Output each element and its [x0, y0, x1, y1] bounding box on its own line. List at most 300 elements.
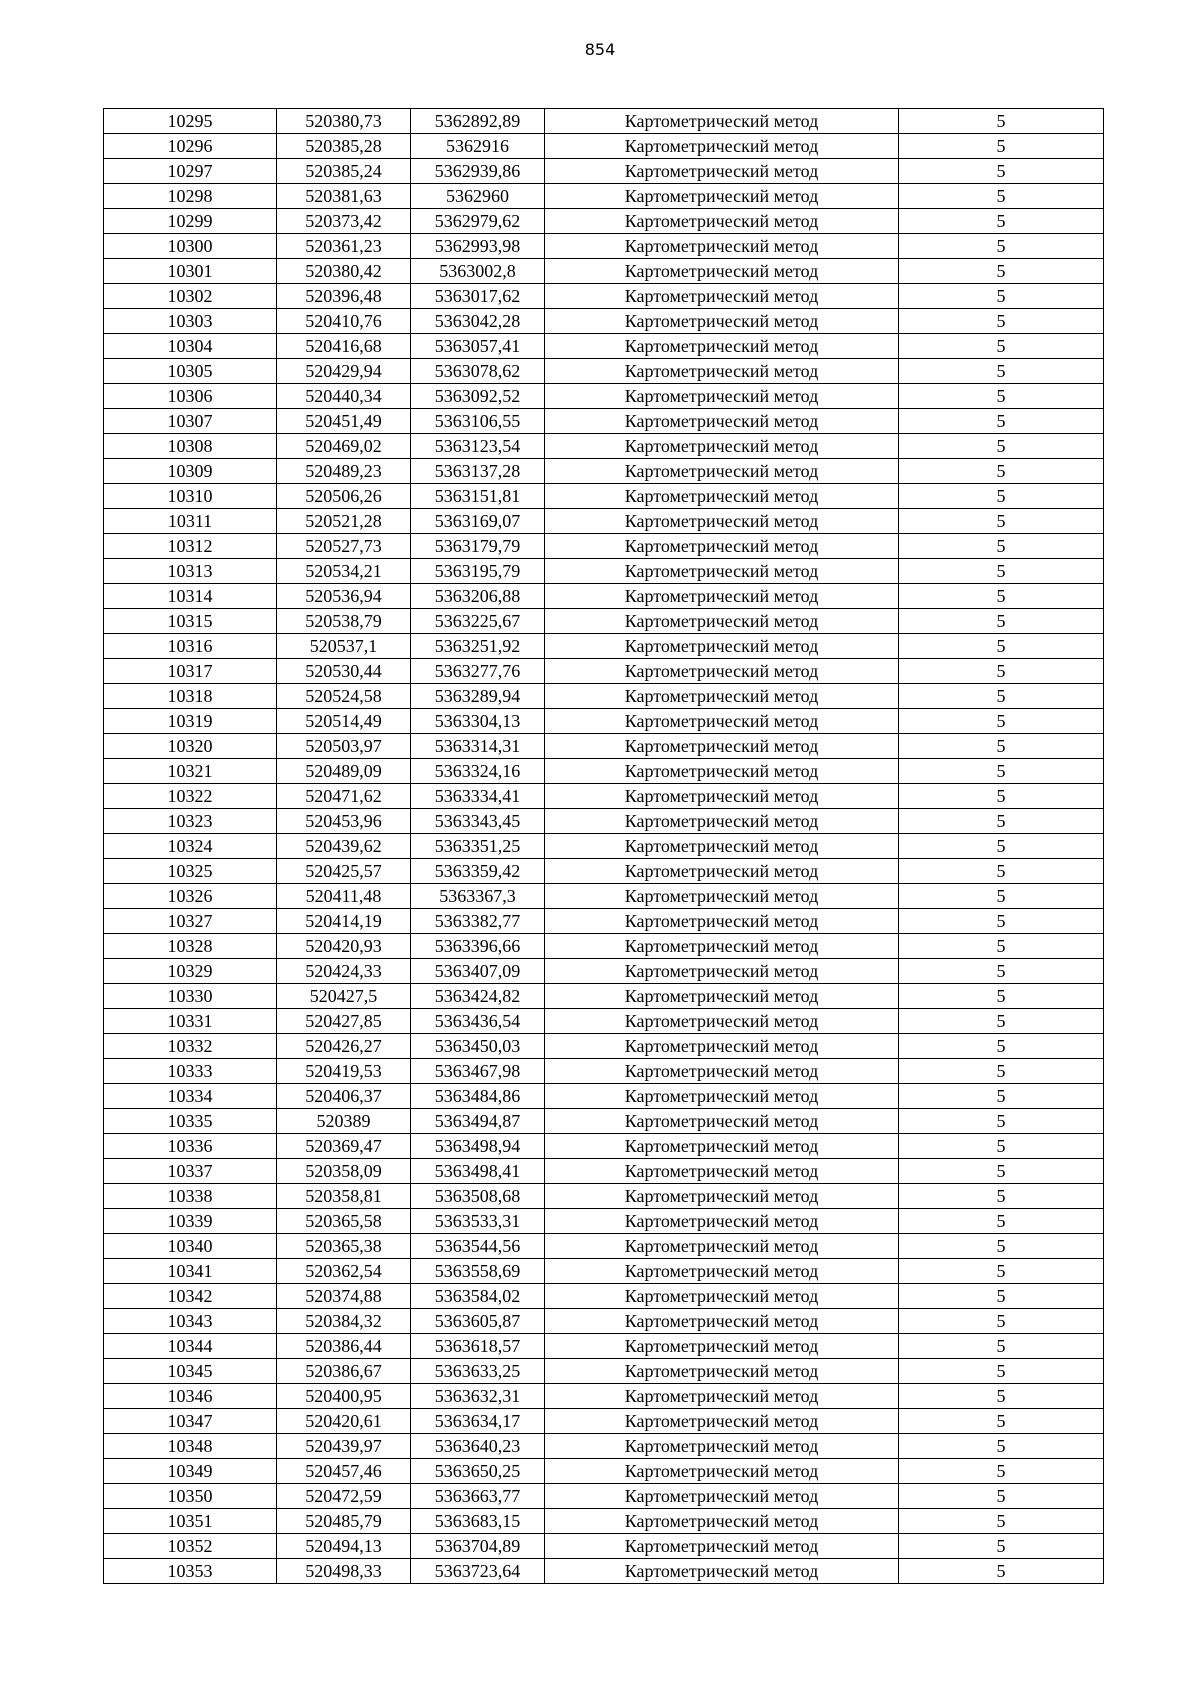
- accuracy-cell: 5: [899, 834, 1104, 859]
- point-number-cell: 10318: [104, 684, 277, 709]
- table-row: [104, 759, 1104, 784]
- accuracy-cell: 5: [899, 959, 1104, 984]
- method-cell: Картометрический метод: [545, 1159, 899, 1184]
- point-number-cell: 10335: [104, 1109, 277, 1134]
- x-coordinate-cell: 520384,32: [277, 1309, 411, 1334]
- y-coordinate-cell: 5362916: [411, 134, 545, 159]
- y-coordinate-cell: 5363533,31: [411, 1209, 545, 1234]
- accuracy-cell: 5: [899, 609, 1104, 634]
- y-coordinate-cell: 5363179,79: [411, 534, 545, 559]
- method-cell: Картометрический метод: [545, 1434, 899, 1459]
- method-cell: Картометрический метод: [545, 1559, 899, 1584]
- y-coordinate-cell: 5363251,92: [411, 634, 545, 659]
- point-number-cell: 10344: [104, 1334, 277, 1359]
- x-coordinate-cell: 520506,26: [277, 484, 411, 509]
- y-coordinate-cell: 5362960: [411, 184, 545, 209]
- y-coordinate-cell: 5363078,62: [411, 359, 545, 384]
- accuracy-cell: 5: [899, 409, 1104, 434]
- y-coordinate-cell: 5363343,45: [411, 809, 545, 834]
- table-row: [104, 809, 1104, 834]
- table-row: [104, 1109, 1104, 1134]
- x-coordinate-cell: 520362,54: [277, 1259, 411, 1284]
- method-cell: Картометрический метод: [545, 409, 899, 434]
- y-coordinate-cell: 5363558,69: [411, 1259, 545, 1284]
- x-coordinate-cell: 520521,28: [277, 509, 411, 534]
- method-cell: Картометрический метод: [545, 1034, 899, 1059]
- point-number-cell: 10329: [104, 959, 277, 984]
- y-coordinate-cell: 5363367,3: [411, 884, 545, 909]
- table-row: [104, 234, 1104, 259]
- y-coordinate-cell: 5363382,77: [411, 909, 545, 934]
- table-row: [104, 159, 1104, 184]
- method-cell: Картометрический метод: [545, 734, 899, 759]
- x-coordinate-cell: 520358,09: [277, 1159, 411, 1184]
- point-number-cell: 10331: [104, 1009, 277, 1034]
- x-coordinate-cell: 520498,33: [277, 1559, 411, 1584]
- point-number-cell: 10296: [104, 134, 277, 159]
- method-cell: Картометрический метод: [545, 759, 899, 784]
- y-coordinate-cell: 5363123,54: [411, 434, 545, 459]
- x-coordinate-cell: 520472,59: [277, 1484, 411, 1509]
- accuracy-cell: 5: [899, 1159, 1104, 1184]
- table-row: [104, 884, 1104, 909]
- page-number: 854: [584, 40, 616, 59]
- method-cell: Картометрический метод: [545, 784, 899, 809]
- method-cell: Картометрический метод: [545, 359, 899, 384]
- table-row: [104, 1209, 1104, 1234]
- method-cell: Картометрический метод: [545, 209, 899, 234]
- point-number-cell: 10351: [104, 1509, 277, 1534]
- accuracy-cell: 5: [899, 434, 1104, 459]
- y-coordinate-cell: 5362939,86: [411, 159, 545, 184]
- table-row: [104, 934, 1104, 959]
- accuracy-cell: 5: [899, 1134, 1104, 1159]
- point-number-cell: 10302: [104, 284, 277, 309]
- table-row: [104, 659, 1104, 684]
- point-number-cell: 10341: [104, 1259, 277, 1284]
- table-row: [104, 1434, 1104, 1459]
- table-row: [104, 359, 1104, 384]
- y-coordinate-cell: 5363683,15: [411, 1509, 545, 1534]
- x-coordinate-cell: 520439,97: [277, 1434, 411, 1459]
- x-coordinate-cell: 520503,97: [277, 734, 411, 759]
- point-number-cell: 10304: [104, 334, 277, 359]
- x-coordinate-cell: 520485,79: [277, 1509, 411, 1534]
- x-coordinate-cell: 520425,57: [277, 859, 411, 884]
- accuracy-cell: 5: [899, 1109, 1104, 1134]
- x-coordinate-cell: 520386,44: [277, 1334, 411, 1359]
- point-number-cell: 10347: [104, 1409, 277, 1434]
- table-row: [104, 909, 1104, 934]
- table-row: [104, 459, 1104, 484]
- y-coordinate-cell: 5363351,25: [411, 834, 545, 859]
- accuracy-cell: 5: [899, 384, 1104, 409]
- method-cell: Картометрический метод: [545, 1484, 899, 1509]
- accuracy-cell: 5: [899, 1484, 1104, 1509]
- accuracy-cell: 5: [899, 309, 1104, 334]
- y-coordinate-cell: 5362979,62: [411, 209, 545, 234]
- point-number-cell: 10334: [104, 1084, 277, 1109]
- method-cell: Картометрический метод: [545, 109, 899, 134]
- y-coordinate-cell: 5363467,98: [411, 1059, 545, 1084]
- table-row: [104, 1284, 1104, 1309]
- x-coordinate-cell: 520369,47: [277, 1134, 411, 1159]
- y-coordinate-cell: 5363424,82: [411, 984, 545, 1009]
- point-number-cell: 10321: [104, 759, 277, 784]
- x-coordinate-cell: 520457,46: [277, 1459, 411, 1484]
- point-number-cell: 10320: [104, 734, 277, 759]
- accuracy-cell: 5: [899, 709, 1104, 734]
- x-coordinate-cell: 520420,61: [277, 1409, 411, 1434]
- table-row: [104, 284, 1104, 309]
- x-coordinate-cell: 520527,73: [277, 534, 411, 559]
- point-number-cell: 10348: [104, 1434, 277, 1459]
- x-coordinate-cell: 520406,37: [277, 1084, 411, 1109]
- accuracy-cell: 5: [899, 909, 1104, 934]
- y-coordinate-cell: 5363618,57: [411, 1334, 545, 1359]
- y-coordinate-cell: 5363450,03: [411, 1034, 545, 1059]
- table-row: [104, 959, 1104, 984]
- y-coordinate-cell: 5363584,02: [411, 1284, 545, 1309]
- point-number-cell: 10332: [104, 1034, 277, 1059]
- y-coordinate-cell: 5363334,41: [411, 784, 545, 809]
- y-coordinate-cell: 5363498,94: [411, 1134, 545, 1159]
- x-coordinate-cell: 520426,27: [277, 1034, 411, 1059]
- method-cell: Картометрический метод: [545, 1059, 899, 1084]
- point-number-cell: 10310: [104, 484, 277, 509]
- accuracy-cell: 5: [899, 359, 1104, 384]
- x-coordinate-cell: 520365,38: [277, 1234, 411, 1259]
- method-cell: Картометрический метод: [545, 1234, 899, 1259]
- method-cell: Картометрический метод: [545, 859, 899, 884]
- method-cell: Картометрический метод: [545, 459, 899, 484]
- table-row: [104, 834, 1104, 859]
- point-number-cell: 10322: [104, 784, 277, 809]
- method-cell: Картометрический метод: [545, 1509, 899, 1534]
- x-coordinate-cell: 520411,48: [277, 884, 411, 909]
- x-coordinate-cell: 520414,19: [277, 909, 411, 934]
- y-coordinate-cell: 5363195,79: [411, 559, 545, 584]
- table-row: [104, 784, 1104, 809]
- accuracy-cell: 5: [899, 1384, 1104, 1409]
- point-number-cell: 10337: [104, 1159, 277, 1184]
- accuracy-cell: 5: [899, 809, 1104, 834]
- table-row: [104, 684, 1104, 709]
- point-number-cell: 10324: [104, 834, 277, 859]
- accuracy-cell: 5: [899, 1284, 1104, 1309]
- x-coordinate-cell: 520514,49: [277, 709, 411, 734]
- accuracy-cell: 5: [899, 1334, 1104, 1359]
- table-row: [104, 209, 1104, 234]
- accuracy-cell: 5: [899, 1234, 1104, 1259]
- x-coordinate-cell: 520361,23: [277, 234, 411, 259]
- y-coordinate-cell: 5363151,81: [411, 484, 545, 509]
- accuracy-cell: 5: [899, 284, 1104, 309]
- point-number-cell: 10326: [104, 884, 277, 909]
- point-number-cell: 10345: [104, 1359, 277, 1384]
- accuracy-cell: 5: [899, 634, 1104, 659]
- accuracy-cell: 5: [899, 1309, 1104, 1334]
- table-row: [104, 709, 1104, 734]
- table-row: [104, 509, 1104, 534]
- y-coordinate-cell: 5363206,88: [411, 584, 545, 609]
- method-cell: Картометрический метод: [545, 334, 899, 359]
- point-number-cell: 10339: [104, 1209, 277, 1234]
- accuracy-cell: 5: [899, 184, 1104, 209]
- x-coordinate-cell: 520374,88: [277, 1284, 411, 1309]
- method-cell: Картометрический метод: [545, 584, 899, 609]
- point-number-cell: 10307: [104, 409, 277, 434]
- accuracy-cell: 5: [899, 509, 1104, 534]
- y-coordinate-cell: 5363169,07: [411, 509, 545, 534]
- y-coordinate-cell: 5362993,98: [411, 234, 545, 259]
- table-row: [104, 1034, 1104, 1059]
- point-number-cell: 10336: [104, 1134, 277, 1159]
- accuracy-cell: 5: [899, 859, 1104, 884]
- table-row: [104, 1234, 1104, 1259]
- method-cell: Картометрический метод: [545, 184, 899, 209]
- accuracy-cell: 5: [899, 159, 1104, 184]
- table-row: [104, 534, 1104, 559]
- table-row: [104, 1559, 1104, 1584]
- point-number-cell: 10299: [104, 209, 277, 234]
- point-number-cell: 10340: [104, 1234, 277, 1259]
- table-row: [104, 1534, 1104, 1559]
- method-cell: Картометрический метод: [545, 534, 899, 559]
- y-coordinate-cell: 5363277,76: [411, 659, 545, 684]
- accuracy-cell: 5: [899, 1559, 1104, 1584]
- table-row: [104, 584, 1104, 609]
- x-coordinate-cell: 520451,49: [277, 409, 411, 434]
- point-number-cell: 10352: [104, 1534, 277, 1559]
- x-coordinate-cell: 520373,42: [277, 209, 411, 234]
- x-coordinate-cell: 520424,33: [277, 959, 411, 984]
- y-coordinate-cell: 5363650,25: [411, 1459, 545, 1484]
- point-number-cell: 10342: [104, 1284, 277, 1309]
- x-coordinate-cell: 520427,85: [277, 1009, 411, 1034]
- point-number-cell: 10316: [104, 634, 277, 659]
- x-coordinate-cell: 520358,81: [277, 1184, 411, 1209]
- x-coordinate-cell: 520386,67: [277, 1359, 411, 1384]
- method-cell: Картометрический метод: [545, 509, 899, 534]
- x-coordinate-cell: 520420,93: [277, 934, 411, 959]
- x-coordinate-cell: 520453,96: [277, 809, 411, 834]
- point-number-cell: 10327: [104, 909, 277, 934]
- coordinates-table: [103, 108, 1104, 1584]
- point-number-cell: 10350: [104, 1484, 277, 1509]
- point-number-cell: 10306: [104, 384, 277, 409]
- method-cell: Картометрический метод: [545, 984, 899, 1009]
- y-coordinate-cell: 5363632,31: [411, 1384, 545, 1409]
- table-row: [104, 1459, 1104, 1484]
- y-coordinate-cell: 5363640,23: [411, 1434, 545, 1459]
- method-cell: Картометрический метод: [545, 1334, 899, 1359]
- table-row: [104, 1159, 1104, 1184]
- x-coordinate-cell: 520380,73: [277, 109, 411, 134]
- accuracy-cell: 5: [899, 584, 1104, 609]
- method-cell: Картометрический метод: [545, 159, 899, 184]
- y-coordinate-cell: 5363508,68: [411, 1184, 545, 1209]
- table-row: [104, 259, 1104, 284]
- point-number-cell: 10314: [104, 584, 277, 609]
- accuracy-cell: 5: [899, 1409, 1104, 1434]
- x-coordinate-cell: 520396,48: [277, 284, 411, 309]
- table-row: [104, 109, 1104, 134]
- y-coordinate-cell: 5363633,25: [411, 1359, 545, 1384]
- method-cell: Картометрический метод: [545, 309, 899, 334]
- table-row: [104, 984, 1104, 1009]
- y-coordinate-cell: 5363396,66: [411, 934, 545, 959]
- method-cell: Картометрический метод: [545, 684, 899, 709]
- method-cell: Картометрический метод: [545, 1409, 899, 1434]
- accuracy-cell: 5: [899, 534, 1104, 559]
- table-row: [104, 1334, 1104, 1359]
- point-number-cell: 10346: [104, 1384, 277, 1409]
- x-coordinate-cell: 520385,24: [277, 159, 411, 184]
- point-number-cell: 10328: [104, 934, 277, 959]
- table-row: [104, 434, 1104, 459]
- point-number-cell: 10301: [104, 259, 277, 284]
- x-coordinate-cell: 520389: [277, 1109, 411, 1134]
- point-number-cell: 10298: [104, 184, 277, 209]
- accuracy-cell: 5: [899, 459, 1104, 484]
- method-cell: Картометрический метод: [545, 884, 899, 909]
- point-number-cell: 10343: [104, 1309, 277, 1334]
- method-cell: Картометрический метод: [545, 434, 899, 459]
- x-coordinate-cell: 520380,42: [277, 259, 411, 284]
- table-row: [104, 1484, 1104, 1509]
- point-number-cell: 10308: [104, 434, 277, 459]
- method-cell: Картометрический метод: [545, 259, 899, 284]
- y-coordinate-cell: 5363314,31: [411, 734, 545, 759]
- method-cell: Картометрический метод: [545, 1534, 899, 1559]
- accuracy-cell: 5: [899, 1034, 1104, 1059]
- point-number-cell: 10312: [104, 534, 277, 559]
- point-number-cell: 10333: [104, 1059, 277, 1084]
- point-number-cell: 10313: [104, 559, 277, 584]
- accuracy-cell: 5: [899, 1509, 1104, 1534]
- point-number-cell: 10349: [104, 1459, 277, 1484]
- x-coordinate-cell: 520536,94: [277, 584, 411, 609]
- table-row: [104, 1384, 1104, 1409]
- method-cell: Картометрический метод: [545, 959, 899, 984]
- method-cell: Картометрический метод: [545, 1209, 899, 1234]
- accuracy-cell: 5: [899, 1084, 1104, 1109]
- y-coordinate-cell: 5362892,89: [411, 109, 545, 134]
- table-row: [104, 859, 1104, 884]
- table-row: [104, 334, 1104, 359]
- accuracy-cell: 5: [899, 1459, 1104, 1484]
- table-row: [104, 309, 1104, 334]
- x-coordinate-cell: 520439,62: [277, 834, 411, 859]
- accuracy-cell: 5: [899, 1009, 1104, 1034]
- accuracy-cell: 5: [899, 1259, 1104, 1284]
- table-row: [104, 384, 1104, 409]
- table-row: [104, 484, 1104, 509]
- method-cell: Картометрический метод: [545, 1084, 899, 1109]
- x-coordinate-cell: 520530,44: [277, 659, 411, 684]
- method-cell: Картометрический метод: [545, 1284, 899, 1309]
- x-coordinate-cell: 520427,5: [277, 984, 411, 1009]
- method-cell: Картометрический метод: [545, 484, 899, 509]
- method-cell: Картометрический метод: [545, 659, 899, 684]
- y-coordinate-cell: 5363106,55: [411, 409, 545, 434]
- method-cell: Картометрический метод: [545, 1009, 899, 1034]
- point-number-cell: 10295: [104, 109, 277, 134]
- point-number-cell: 10300: [104, 234, 277, 259]
- y-coordinate-cell: 5363304,13: [411, 709, 545, 734]
- point-number-cell: 10325: [104, 859, 277, 884]
- method-cell: Картометрический метод: [545, 809, 899, 834]
- y-coordinate-cell: 5363324,16: [411, 759, 545, 784]
- method-cell: Картометрический метод: [545, 1384, 899, 1409]
- point-number-cell: 10330: [104, 984, 277, 1009]
- y-coordinate-cell: 5363634,17: [411, 1409, 545, 1434]
- accuracy-cell: 5: [899, 1534, 1104, 1559]
- x-coordinate-cell: 520410,76: [277, 309, 411, 334]
- x-coordinate-cell: 520416,68: [277, 334, 411, 359]
- y-coordinate-cell: 5363494,87: [411, 1109, 545, 1134]
- table-row: [104, 184, 1104, 209]
- x-coordinate-cell: 520440,34: [277, 384, 411, 409]
- x-coordinate-cell: 520385,28: [277, 134, 411, 159]
- accuracy-cell: 5: [899, 234, 1104, 259]
- accuracy-cell: 5: [899, 734, 1104, 759]
- method-cell: Картометрический метод: [545, 559, 899, 584]
- x-coordinate-cell: 520537,1: [277, 634, 411, 659]
- y-coordinate-cell: 5363704,89: [411, 1534, 545, 1559]
- accuracy-cell: 5: [899, 559, 1104, 584]
- accuracy-cell: 5: [899, 759, 1104, 784]
- method-cell: Картометрический метод: [545, 934, 899, 959]
- x-coordinate-cell: 520471,62: [277, 784, 411, 809]
- table-row: [104, 1359, 1104, 1384]
- y-coordinate-cell: 5363092,52: [411, 384, 545, 409]
- x-coordinate-cell: 520381,63: [277, 184, 411, 209]
- method-cell: Картометрический метод: [545, 284, 899, 309]
- method-cell: Картометрический метод: [545, 834, 899, 859]
- table-row: [104, 1059, 1104, 1084]
- point-number-cell: 10353: [104, 1559, 277, 1584]
- y-coordinate-cell: 5363225,67: [411, 609, 545, 634]
- y-coordinate-cell: 5363544,56: [411, 1234, 545, 1259]
- table-row: [104, 559, 1104, 584]
- method-cell: Картометрический метод: [545, 1309, 899, 1334]
- accuracy-cell: 5: [899, 1359, 1104, 1384]
- y-coordinate-cell: 5363605,87: [411, 1309, 545, 1334]
- accuracy-cell: 5: [899, 934, 1104, 959]
- method-cell: Картометрический метод: [545, 609, 899, 634]
- y-coordinate-cell: 5363002,8: [411, 259, 545, 284]
- table-row: [104, 1509, 1104, 1534]
- table-row: [104, 734, 1104, 759]
- accuracy-cell: 5: [899, 1184, 1104, 1209]
- point-number-cell: 10317: [104, 659, 277, 684]
- method-cell: Картометрический метод: [545, 1184, 899, 1209]
- point-number-cell: 10297: [104, 159, 277, 184]
- accuracy-cell: 5: [899, 484, 1104, 509]
- table-row: [104, 1184, 1104, 1209]
- table-row: [104, 609, 1104, 634]
- accuracy-cell: 5: [899, 259, 1104, 284]
- method-cell: Картометрический метод: [545, 384, 899, 409]
- method-cell: Картометрический метод: [545, 234, 899, 259]
- y-coordinate-cell: 5363498,41: [411, 1159, 545, 1184]
- method-cell: Картометрический метод: [545, 1134, 899, 1159]
- accuracy-cell: 5: [899, 209, 1104, 234]
- point-number-cell: 10303: [104, 309, 277, 334]
- method-cell: Картометрический метод: [545, 909, 899, 934]
